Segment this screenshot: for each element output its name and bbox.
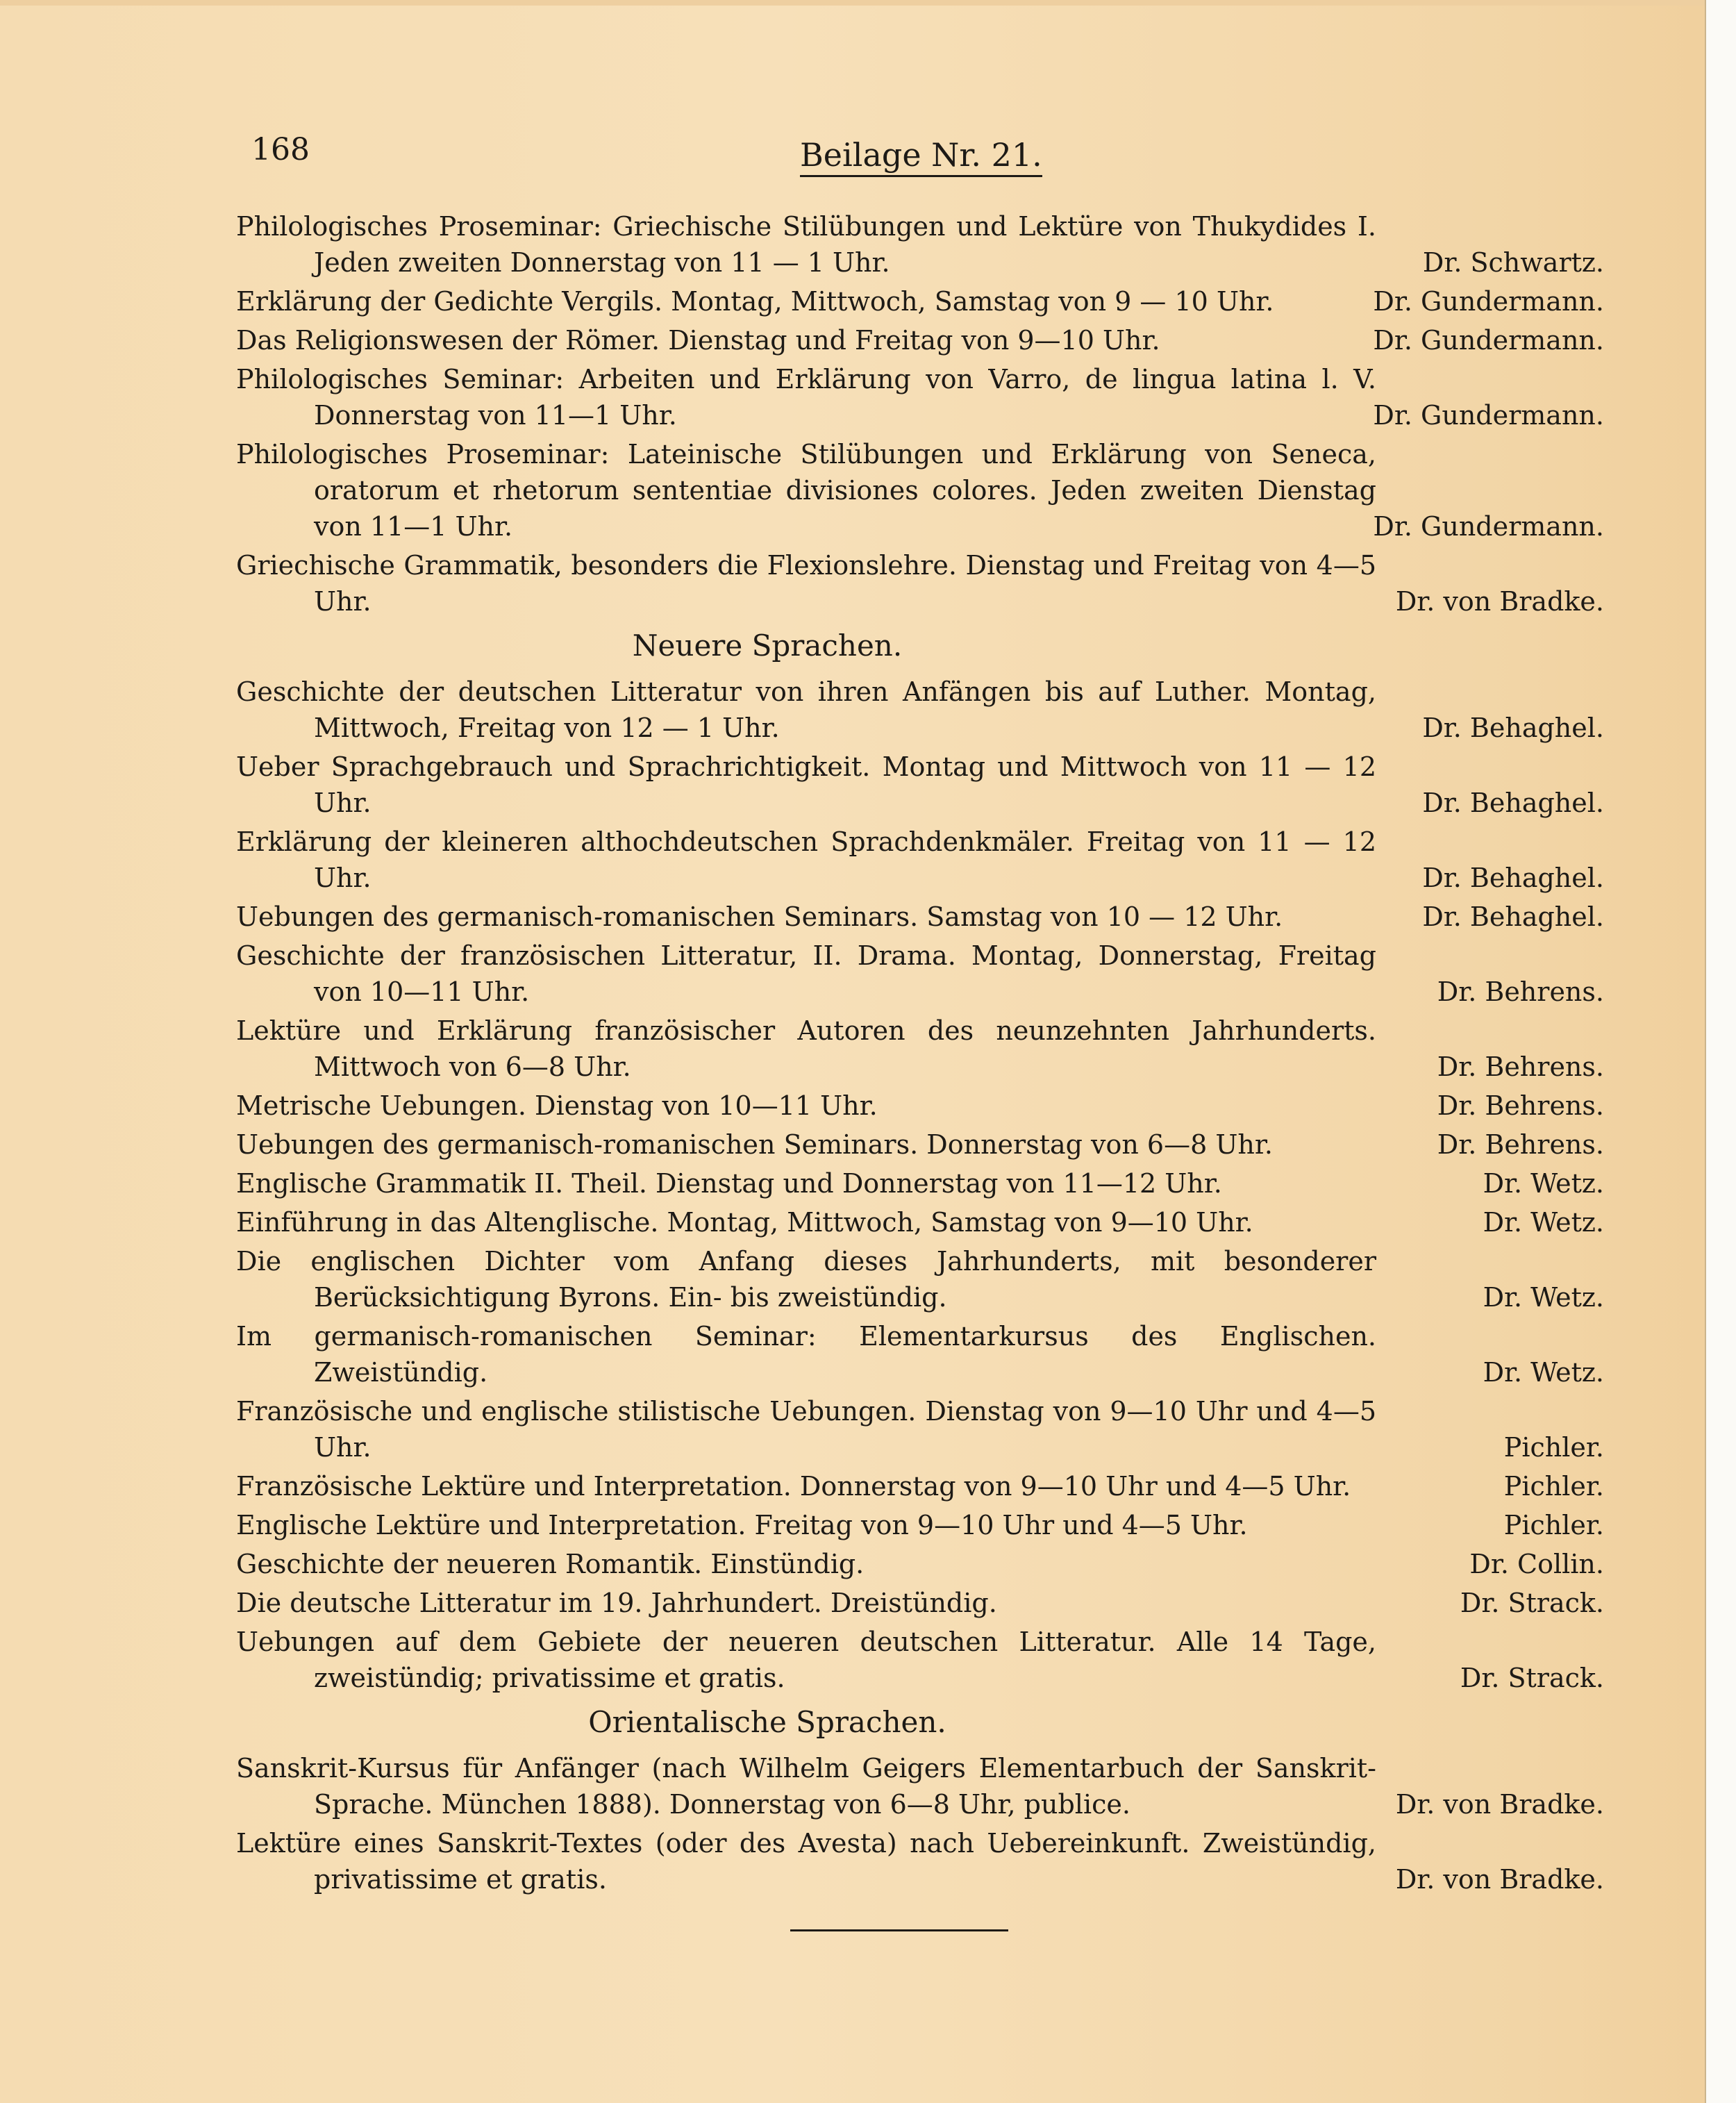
lecturer-name: Dr. Gundermann. <box>1373 286 1604 317</box>
lecture-entry <box>236 938 1625 1010</box>
lecture-entry <box>236 899 1625 935</box>
lecture-description: Geschichte der französischen Litteratur, II. Drama. Montag, Donnerstag, Freitag von 10—11 Uhr. <box>236 940 1376 1007</box>
lecture-description: Französische Lektüre und Interpretation. Donnerstag von 9—10 Uhr und 4—5 Uhr. <box>236 1471 1351 1502</box>
lecture-entry <box>236 1624 1625 1696</box>
lecture-description: Philologisches Seminar: Arbeiten und Erklärung von Varro, de lingua latina l. V. Donnerstag von 11—1 Uhr. <box>236 364 1376 431</box>
lecture-entry <box>236 824 1625 896</box>
lecture-entry <box>236 1165 1625 1202</box>
lecturer-name: Dr. Gundermann. <box>1373 325 1604 356</box>
lecturer-name: Dr. Wetz. <box>1483 1357 1604 1388</box>
lecturer-name: Dr. Schwartz. <box>1422 247 1604 278</box>
lecturer-name: Dr. Behaghel. <box>1422 901 1604 932</box>
lecturer-name: Dr. Behrens. <box>1437 976 1604 1007</box>
closing-rule <box>790 1929 1008 1931</box>
lecture-description: Metrische Uebungen. Dienstag von 10—11 Uhr. <box>236 1090 878 1121</box>
lecture-entry <box>236 1546 1625 1582</box>
lecturer-name: Dr. Wetz. <box>1483 1168 1604 1199</box>
lecturer-name: Pichler. <box>1503 1432 1604 1463</box>
lecture-entry <box>236 1013 1625 1085</box>
lecture-description: Einführung in das Altenglische. Montag, Mittwoch, Samstag von 9—10 Uhr. <box>236 1207 1253 1238</box>
lecturer-name: Dr. Strack. <box>1460 1588 1604 1618</box>
lecture-entry <box>236 1243 1625 1315</box>
lecturer-name: Dr. Gundermann. <box>1373 511 1604 542</box>
lecture-description: Geschichte der deutschen Litteratur von ihren Anfängen bis auf Luther. Montag, Mittwoch, Freitag von 12 — 1 Uhr. <box>236 676 1376 743</box>
lecture-description: Geschichte der neueren Romantik. Einstündig. <box>236 1549 865 1579</box>
lecture-description: Das Religionswesen der Römer. Dienstag und Freitag von 9—10 Uhr. <box>236 325 1160 356</box>
lecturer-name: Dr. Behaghel. <box>1422 713 1604 743</box>
lecturer-name: Dr. Wetz. <box>1483 1282 1604 1313</box>
lecture-description: Lektüre und Erklärung französischer Autoren des neunzehnten Jahrhunderts. Mittwoch von 6—8 Uhr. <box>236 1015 1376 1082</box>
lecture-entry <box>236 1127 1625 1163</box>
lecture-description: Französische und englische stilistische Uebungen. Dienstag von 9—10 Uhr und 4—5 Uhr. <box>236 1396 1376 1463</box>
lecture-entry <box>236 1468 1625 1504</box>
lecture-description: Uebungen auf dem Gebiete der neueren deutschen Litteratur. Alle 14 Tage, zweistündig; privatissime et gratis. <box>236 1627 1376 1693</box>
lecturer-name: Dr. von Bradke. <box>1395 1864 1604 1895</box>
page-number: 168 <box>251 132 310 167</box>
lecture-entry <box>236 547 1625 620</box>
lecture-entry <box>236 1585 1625 1621</box>
scan-edge-right <box>1705 0 1736 2103</box>
lecture-description: Englische Grammatik II. Theil. Dienstag und Donnerstag von 11—12 Uhr. <box>236 1168 1222 1199</box>
lecturer-name: Dr. Behaghel. <box>1422 788 1604 818</box>
lecture-entry <box>236 361 1625 433</box>
lecture-entry <box>236 1318 1625 1390</box>
lecturer-name: Dr. Behrens. <box>1437 1052 1604 1082</box>
lecture-description: Englische Lektüre und Interpretation. Freitag von 9—10 Uhr und 4—5 Uhr. <box>236 1510 1248 1540</box>
lecture-description: Die deutsche Litteratur im 19. Jahrhundert. Dreistündig. <box>236 1588 997 1618</box>
lecture-description: Philologisches Proseminar: Lateinische Stilübungen und Erklärung von Seneca, oratorum et rhetorum sententiae divisiones colores. Jeden zweiten Dienstag von 11—1 Uhr. <box>236 439 1376 542</box>
lecture-entry <box>236 283 1625 319</box>
lecture-entry <box>236 674 1625 746</box>
lecture-description: Im germanisch-romanischen Seminar: Elementarkursus des Englischen. Zweistündig. <box>236 1321 1376 1388</box>
lecture-list <box>236 208 1625 1900</box>
lecture-description: Erklärung der kleineren althochdeutschen Sprachdenkmäler. Freitag von 11 — 12 Uhr. <box>236 826 1376 893</box>
lecturer-name: Pichler. <box>1503 1471 1604 1502</box>
lecturer-name: Pichler. <box>1503 1510 1604 1540</box>
lecture-entry <box>236 1204 1625 1240</box>
lecturer-name: Dr. Gundermann. <box>1373 400 1604 431</box>
lecture-description: Ueber Sprachgebrauch und Sprachrichtigkeit. Montag und Mittwoch von 11 — 12 Uhr. <box>236 751 1376 818</box>
lecture-entry <box>236 749 1625 821</box>
lecture-entry <box>236 208 1625 281</box>
lecturer-name: Dr. Strack. <box>1460 1663 1604 1693</box>
lecture-description: Sanskrit-Kursus für Anfänger (nach Wilhelm Geigers Elementarbuch der Sanskrit-Sprache. München 1888). Donnerstag von 6—8 Uhr, publice. <box>236 1753 1376 1820</box>
lecture-description: Erklärung der Gedichte Vergils. Montag, Mittwoch, Samstag von 9 — 10 Uhr. <box>236 286 1274 317</box>
lecturer-name: Dr. Wetz. <box>1483 1207 1604 1238</box>
lecture-description: Uebungen des germanisch-romanischen Seminars. Donnerstag von 6—8 Uhr. <box>236 1129 1273 1160</box>
section-heading: Orientalische Sprachen. <box>588 1705 946 1739</box>
lecturer-name: Dr. von Bradke. <box>1395 1789 1604 1820</box>
running-title: Beilage Nr. 21. <box>800 136 1042 177</box>
lecture-description: Uebungen des germanisch-romanischen Seminars. Samstag von 10 — 12 Uhr. <box>236 901 1283 932</box>
lecturer-name: Dr. Behrens. <box>1437 1090 1604 1121</box>
lecture-entry <box>236 322 1625 358</box>
lecture-description: Griechische Grammatik, besonders die Flexionslehre. Dienstag und Freitag von 4—5 Uhr. <box>236 550 1376 617</box>
lecturer-name: Dr. Behrens. <box>1437 1129 1604 1160</box>
lecture-entry <box>236 1507 1625 1543</box>
lecturer-name: Dr. von Bradke. <box>1395 586 1604 617</box>
page-header <box>0 132 1736 181</box>
lecture-entry <box>236 1750 1625 1822</box>
lecturer-name: Dr. Behaghel. <box>1422 863 1604 893</box>
section-heading: Neuere Sprachen. <box>632 629 903 663</box>
lecture-entry <box>236 1825 1625 1897</box>
lecture-description: Lektüre eines Sanskrit-Textes (oder des Avesta) nach Uebereinkunft. Zweistündig, privatissime et gratis. <box>236 1828 1376 1895</box>
lecture-entry <box>236 436 1625 545</box>
scan-edge-top <box>0 0 1705 6</box>
lecturer-name: Dr. Collin. <box>1469 1549 1604 1579</box>
lecture-entry <box>236 1088 1625 1124</box>
lecture-description: Philologisches Proseminar: Griechische Stilübungen und Lektüre von Thukydides I. Jeden zweiten Donnerstag von 11 — 1 Uhr. <box>236 211 1376 278</box>
lecture-entry <box>236 1393 1625 1465</box>
lecture-description: Die englischen Dichter vom Anfang dieses Jahrhunderts, mit besonderer Berücksichtigung Byrons. Ein- bis zweistündig. <box>236 1246 1376 1313</box>
